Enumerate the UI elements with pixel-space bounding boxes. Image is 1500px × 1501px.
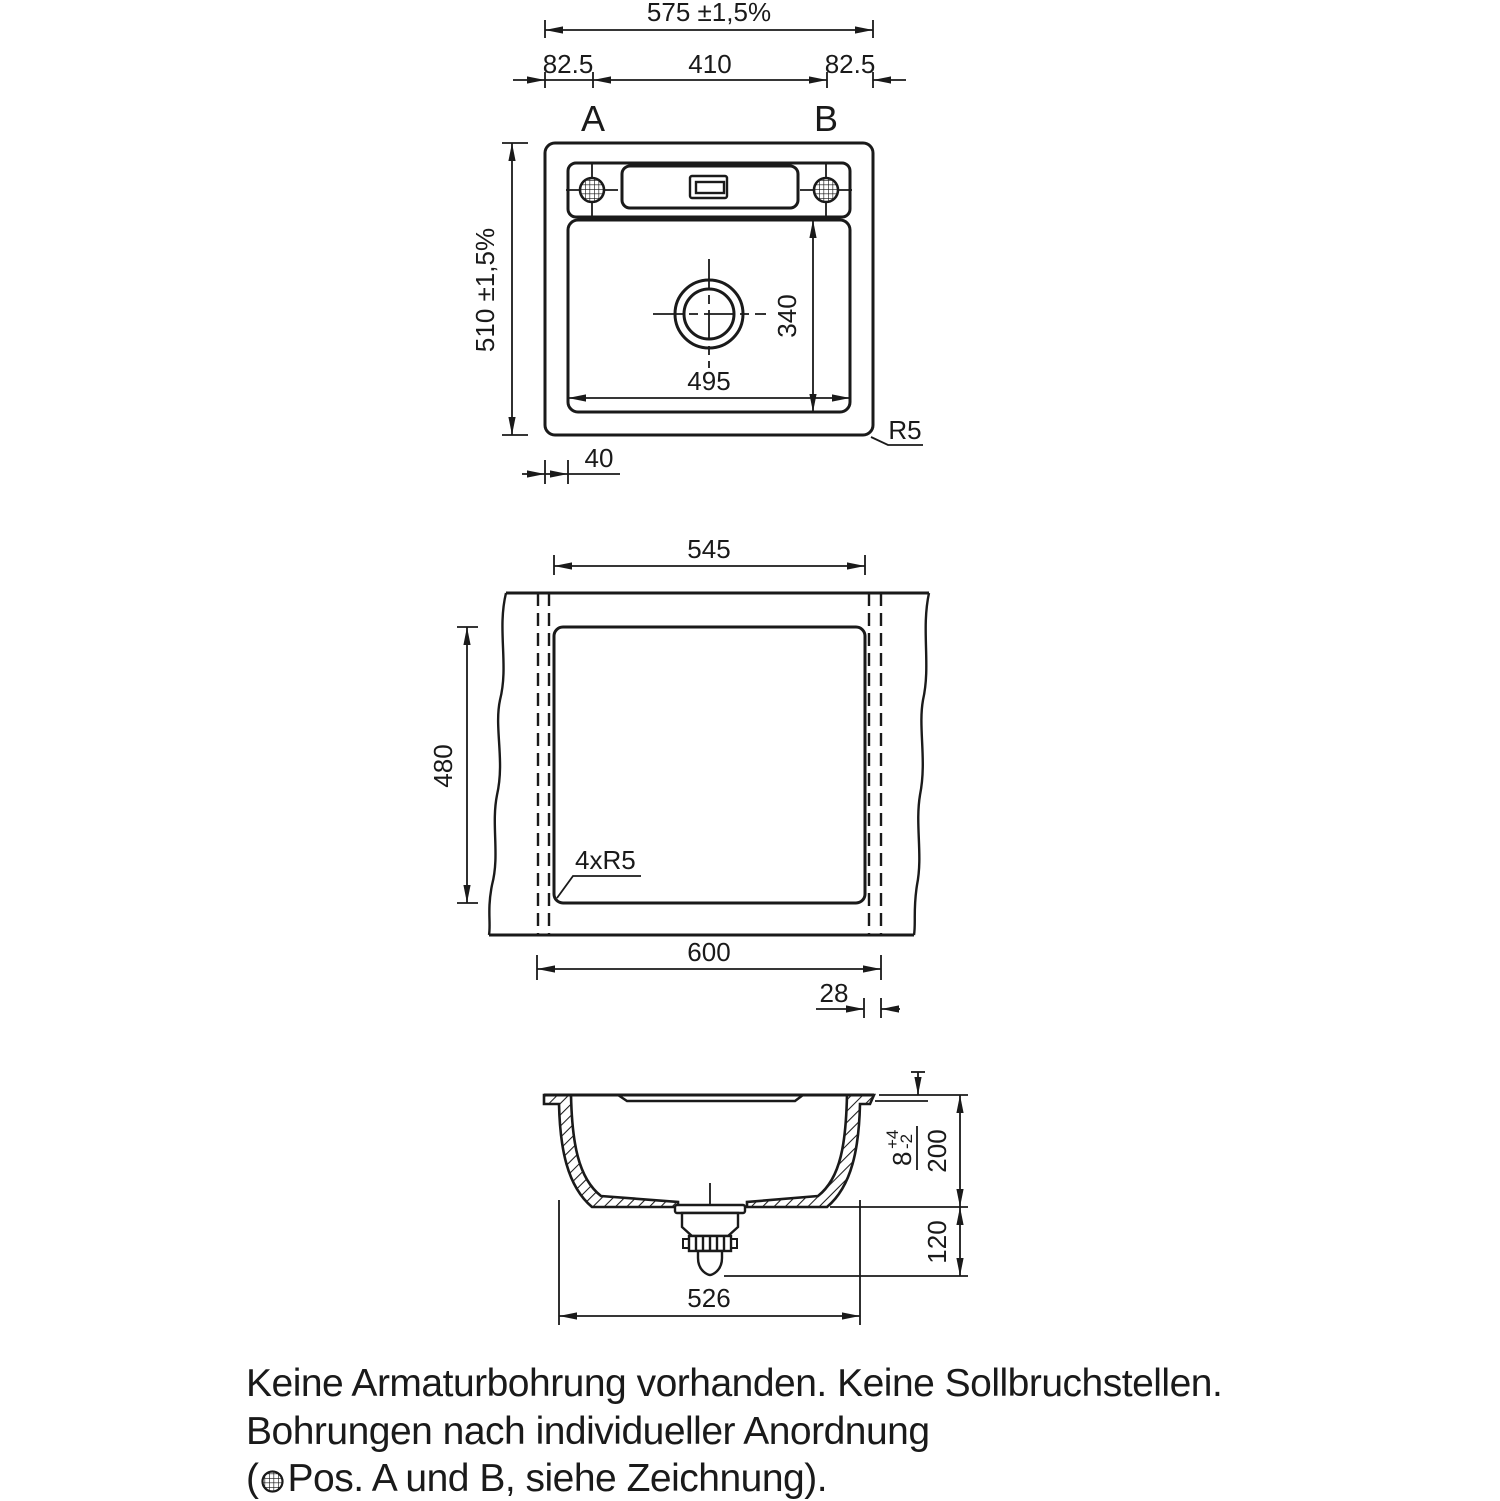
note-line-2: Bohrungen nach individueller Anordnung: [246, 1410, 930, 1453]
dim-cutout-depth-group: [428, 627, 478, 903]
dim-drain-clearance: 120: [922, 1220, 952, 1264]
hole-a-label: A: [580, 98, 606, 139]
dim-hole-b-offset: 82.5: [824, 49, 876, 79]
dim-cabinet-width: 600: [687, 937, 731, 967]
hole-b-label: B: [813, 98, 839, 139]
note-line-3-open: (: [246, 1457, 259, 1500]
drain-assembly: [675, 1183, 745, 1275]
drill-position-b-icon: [814, 178, 838, 202]
dim-basin-depth: 340: [772, 294, 802, 338]
dim-cabinet-width-group: [537, 937, 881, 980]
strainer-body: [682, 1213, 738, 1236]
faucet-hole-b: [800, 164, 852, 216]
dim-total-depth-group: [470, 143, 528, 435]
dim-wall-offset: 40: [584, 443, 614, 473]
dim-cutout-width-group: [554, 534, 865, 575]
section-wall-right: [747, 1095, 874, 1207]
dim-hole-offsets-group: [513, 49, 906, 88]
note-line-3-rest: Pos. A und B, siehe Zeichnung).: [287, 1457, 828, 1500]
cutout-radius-callout: [557, 845, 641, 898]
dim-basin-width: 495: [687, 366, 731, 396]
dim-drain-clearance-group: [724, 1207, 968, 1276]
dim-edge-distance-group: [816, 978, 900, 1018]
cutout-radius-label: 4xR5: [575, 845, 636, 875]
drain: [653, 259, 766, 368]
section-view: [544, 1072, 968, 1325]
dim-total-depth: 510 ±1,5%: [470, 227, 500, 353]
dim-hole-a-offset: 82.5: [542, 49, 594, 79]
dim-rim-height: 8: [887, 1151, 917, 1166]
top-view: [470, 0, 923, 484]
cutout-view: [428, 534, 929, 1018]
note-line-3: [246, 1457, 827, 1501]
dim-cutout-width: 545: [687, 534, 731, 564]
dim-bottom-width: 526: [687, 1283, 731, 1313]
dim-cutout-depth: 480: [428, 744, 458, 788]
drill-position-a-icon: [580, 178, 604, 202]
faucet-hole-a: [566, 164, 618, 216]
break-line-left: [489, 593, 506, 935]
dim-edge-distance: 28: [819, 978, 849, 1008]
deck-ledge-outline: [622, 166, 798, 208]
dim-rim-tol-upper: +4: [883, 1129, 902, 1149]
dim-rim-height-text: [883, 1130, 917, 1166]
dim-rim-tol-lower: -2: [897, 1133, 916, 1149]
break-line-right: [914, 593, 929, 935]
dim-hole-spacing: 410: [688, 49, 732, 79]
overflow-inner: [696, 182, 724, 193]
dim-total-width: 575 ±1,5%: [646, 0, 772, 27]
corner-radius-callout: [871, 415, 923, 445]
section-wall-left: [544, 1095, 678, 1207]
dim-wall-offset-group: [522, 443, 620, 484]
leader-line: [557, 876, 641, 898]
corner-radius-label: R5: [888, 415, 922, 445]
note-line-1: Keine Armaturbohrung vorhanden. Keine Sollbruchstellen.: [246, 1362, 1223, 1405]
drill-position-icon: [260, 1469, 285, 1494]
dim-total-height: 200: [922, 1129, 952, 1173]
dim-total-width-group: [545, 0, 873, 38]
drain-tailpiece-cap: [698, 1251, 722, 1275]
